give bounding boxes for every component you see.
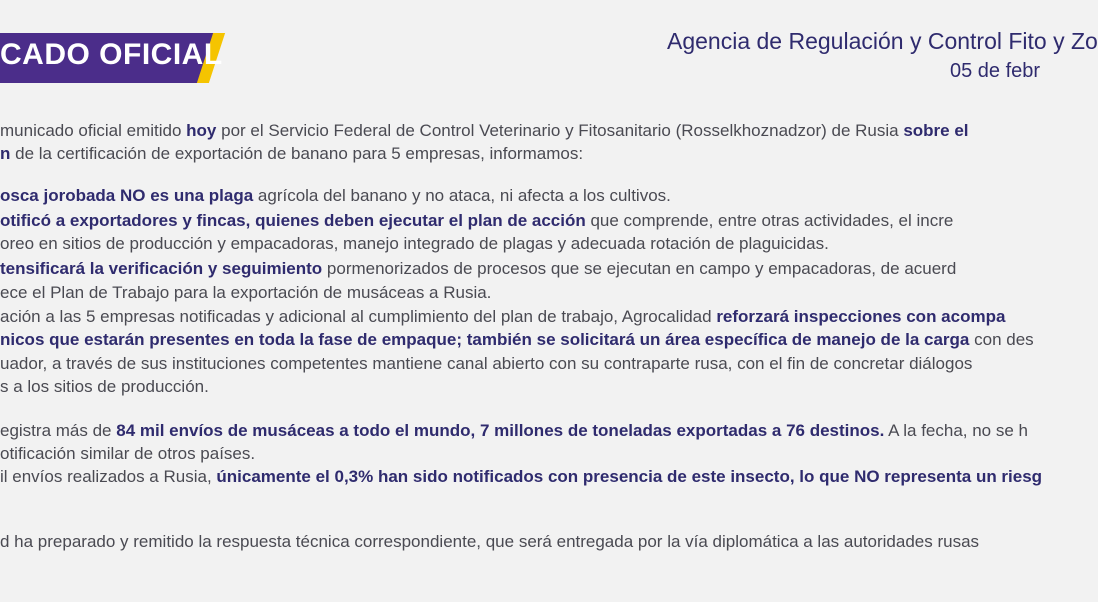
text-run: d ha preparado y remitido la respuesta técnica correspondiente, que será entregada por la vía diplomática a las autoridades rusas xyxy=(0,532,980,551)
bold-text-run: 84 mil envíos de musáceas a todo el mundo, 7 millones de toneladas exportadas a 76 destinos. xyxy=(116,421,885,440)
text-line xyxy=(0,532,979,552)
text-run: pormenorizados de procesos que se ejecutan en campo y empacadoras, de acuerd xyxy=(322,259,957,278)
text-run: de la certificación de exportación de banano para 5 empresas, informamos: xyxy=(10,144,584,163)
text-run: egistra más de xyxy=(0,421,117,440)
document-date: 05 de febr xyxy=(950,60,1041,82)
text-line xyxy=(0,330,1034,350)
bold-text-run: otificó a exportadores y fincas, quienes deben ejecutar el plan de acción xyxy=(0,211,586,230)
bold-text-run: n xyxy=(0,144,11,163)
text-line xyxy=(0,259,956,279)
text-run: por el Servicio Federal de Control Veterinario y Fitosanitario (Rosselkhoznadzor) de Rusia xyxy=(216,121,904,140)
bold-text-run: tensificará la verificación y seguimiento xyxy=(0,259,323,278)
text-run: que comprende, entre otras actividades, el incre xyxy=(585,211,954,230)
text-line xyxy=(0,467,1042,487)
text-line xyxy=(0,444,255,464)
text-run: agrícola del banano y no ataca, ni afecta a los cultivos. xyxy=(253,186,671,205)
text-line xyxy=(0,186,671,206)
text-line xyxy=(0,121,969,141)
text-run: municado oficial emitido xyxy=(0,121,187,140)
bold-text-run: reforzará inspecciones con acompa xyxy=(716,307,1006,326)
text-run: uador, a través de sus instituciones competentes mantiene canal abierto con su contraparte rusa, con el fin de concretar diálogos xyxy=(0,354,973,373)
text-line xyxy=(0,307,1005,327)
bold-text-run: nicos que estarán presentes en toda la fase de empaque; también se solicitará un área específica de manejo de la carga xyxy=(0,330,970,349)
text-run: il envíos realizados a Rusia, xyxy=(0,467,217,486)
text-run: s a los sitios de producción. xyxy=(0,377,209,396)
text-line xyxy=(0,283,491,303)
agency-name: Agencia de Regulación y Control Fito y Zo xyxy=(667,28,1098,54)
text-run: ación a las 5 empresas notificadas y adicional al cumplimiento del plan de trabajo, Agrocalidad xyxy=(0,307,717,326)
text-line xyxy=(0,377,209,397)
text-run: A la fecha, no se h xyxy=(884,421,1028,440)
text-line xyxy=(0,234,829,254)
bold-text-run: osca jorobada NO es una plaga xyxy=(0,186,254,205)
text-line xyxy=(0,144,583,164)
text-run: ece el Plan de Trabajo para la exportación de musáceas a Rusia. xyxy=(0,283,492,302)
bold-text-run: únicamente el 0,3% han sido notificados con presencia de este insecto, lo que NO representa un riesg xyxy=(216,467,1043,486)
banner-title: CADO OFICIAL xyxy=(0,38,223,71)
bold-text-run: sobre el xyxy=(903,121,969,140)
text-line xyxy=(0,211,953,231)
text-line xyxy=(0,354,972,374)
text-line xyxy=(0,421,1028,441)
text-run: otificación similar de otros países. xyxy=(0,444,256,463)
bold-text-run: hoy xyxy=(186,121,217,140)
text-run: oreo en sitios de producción y empacadoras, manejo integrado de plagas y adecuada rotación de plaguicidas. xyxy=(0,234,829,253)
text-run: con des xyxy=(969,330,1034,349)
